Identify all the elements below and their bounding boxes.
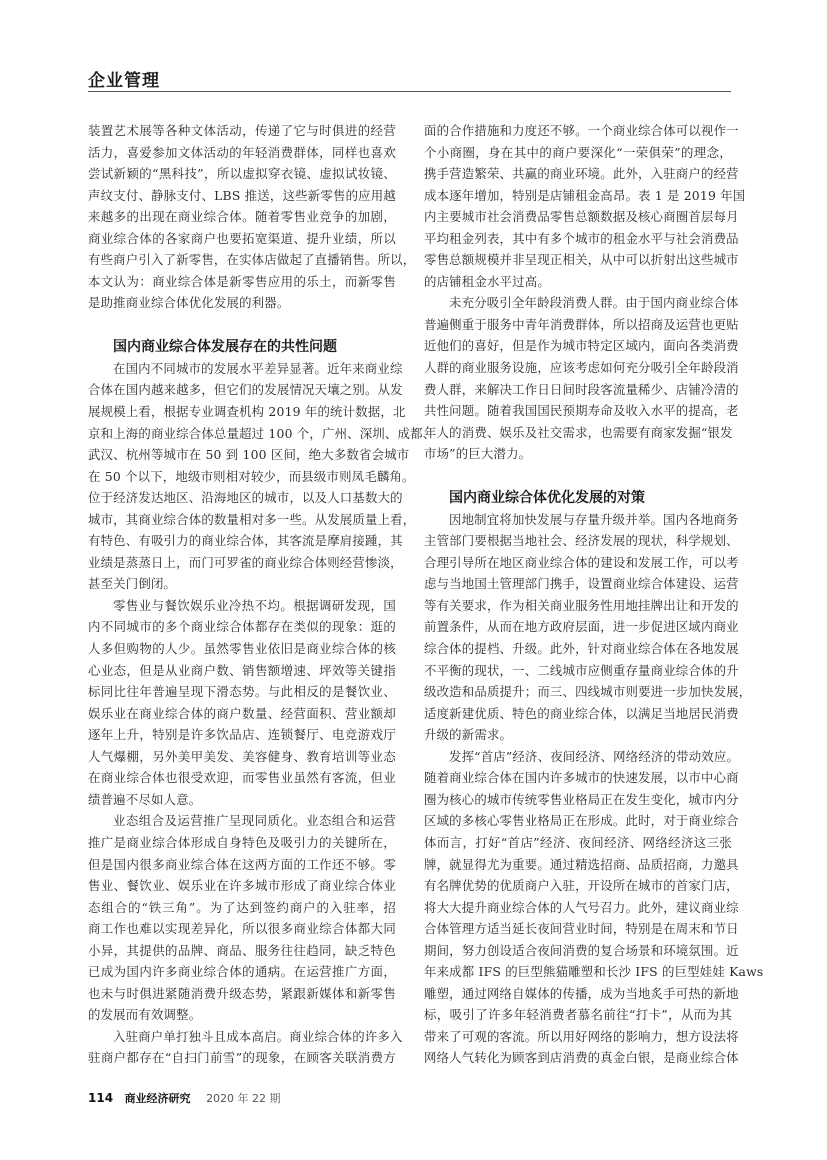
text-line: 升级的新需求。 <box>424 727 513 743</box>
text-line: 京和上海的商业综合体总量超过 100 个，广州、深圳、成都、 <box>88 425 436 441</box>
paragraph <box>424 292 739 464</box>
page-number: 114 <box>88 1091 114 1105</box>
text-line: 是助推商业综合体优化发展的利器。 <box>88 295 290 311</box>
text-line: 平均租金列表，其中有多个城市的租金水平与社会消费品 <box>424 230 739 246</box>
text-line: 活力，喜爱参加文体活动的年轻消费群体，同样也喜欢 <box>88 144 396 160</box>
text-line: 零售业与餐饮娱乐业冷热不均。根据调研发现，国 <box>113 597 396 613</box>
section-heading: 国内商业综合体优化发展的对策 <box>449 489 645 506</box>
text-line: 内主要城市社会消费品零售总额数据及核心商圈首层每月 <box>424 209 739 225</box>
text-line: 因地制宜将加快发展与存量升级并举。国内各地商务 <box>449 511 739 527</box>
text-line: 市场”的巨大潜力。 <box>424 446 532 462</box>
text-line: 人气爆棚，另外美甲美发、美容健身、教育培训等业态 <box>88 748 396 764</box>
text-line: 前置条件，从而在地方政府层面，进一步促进区域内商业 <box>424 619 739 635</box>
section-heading: 国内商业综合体发展存在的共性问题 <box>113 338 337 355</box>
paragraph <box>88 1026 403 1069</box>
text-line: 合理引导所在地区商业综合体的建设和发展工作，可以考 <box>424 554 739 570</box>
text-line: 内不同城市的多个商业综合体都存在类似的现象：逛的 <box>88 619 396 635</box>
section-label: 企业管理 <box>88 71 160 91</box>
text-line: 圈为核心的城市传统零售业格局正在发生变化，城市内分 <box>424 791 739 807</box>
paragraph <box>424 120 746 292</box>
text-line: 体而言，打好“首店”经济、夜间经济、网络经济这三张 <box>424 834 732 850</box>
text-line: 适度新建优质、特色的商业综合体，以满足当地居民消费 <box>424 705 739 721</box>
text-line: 在国内不同城市的发展水平差异显著。近年来商业综 <box>113 360 403 376</box>
text-line: 业态组合及运营推广呈现同质化。业态组合和运营 <box>113 813 396 829</box>
text-line: 展规模上看，根据专业调查机构 2019 年的统计数据，北 <box>88 404 406 420</box>
text-line: 人多但购物的人少。虽然零售业依旧是商业综合体的核 <box>88 641 396 657</box>
text-line: 有特色、有吸引力的商业综合体，其客流是摩肩接踵，其 <box>88 533 403 549</box>
text-line: 期间，努力创设适合夜间消费的复合场景和环境氛围。近 <box>424 942 739 958</box>
text-line: 娱乐业在商业综合体的商户数量、经营面积、营业额却 <box>88 705 396 721</box>
text-line: 年来成都 IFS 的巨型熊猫雕塑和长沙 IFS 的巨型娃娃 Kaws <box>424 964 764 980</box>
text-line: 年人的消费、娱乐及社交需求，也需要有商家发掘“银发 <box>424 424 733 440</box>
text-line: 心业态，但是从业商户数、销售额增速、坪效等关键指 <box>88 662 396 678</box>
section-gap <box>88 314 396 336</box>
section-gap <box>424 465 732 487</box>
text-line: 来越多的出现在商业综合体。随着零售业竞争的加剧， <box>88 209 396 225</box>
text-line: 零售总额规模并非呈现正相关，从中可以折射出这些城市 <box>424 252 739 268</box>
text-line: 甚至关门倒闭。 <box>88 576 177 592</box>
right-column <box>424 120 764 1069</box>
text-line: 未充分吸引全年龄段消费人群。由于国内商业综合体 <box>449 295 739 311</box>
text-line: 驻商户都存在“自扫门前雪”的现象，在顾客关联消费方 <box>88 1050 396 1066</box>
text-line: 商业综合体的各家商户也要拓宽渠道、提升业绩，所以 <box>88 230 396 246</box>
text-line: 入驻商户单打独斗且成本高启。商业综合体的许多入 <box>113 1028 403 1044</box>
text-line: 将大大提升商业综合体的人气号召力。此外，建议商业综 <box>424 899 739 915</box>
text-line: 随着商业综合体在国内许多城市的快速发展，以市中心商 <box>424 770 739 786</box>
text-line: 有些商户引入了新零售，在实体店做起了直播销售。所以， <box>88 252 416 268</box>
paragraph <box>88 595 396 810</box>
text-line: 共性问题。随着我国国民预期寿命及收入水平的提高，老 <box>424 403 739 419</box>
page-footer <box>88 1090 281 1106</box>
paragraph <box>424 746 764 1069</box>
text-line: 售业、餐饮业、娱乐业在许多城市形成了商业综合体业 <box>88 878 396 894</box>
text-line: 声纹支付、静脉支付、LBS 推送，这些新零售的应用越 <box>88 187 396 203</box>
text-line: 本文认为：商业综合体是新零售应用的乐土，而新零售 <box>88 273 396 289</box>
text-line: 区域的多核心零售业格局正在形成。此时，对于商业综合 <box>424 813 739 829</box>
text-line: 尝试新颖的“黑科技”，所以虚拟穿衣镜、虚拟试妆镜、 <box>88 166 396 182</box>
text-line: 逐年上升，特别是许多饮品店、连锁餐厅、电竞游戏厅 <box>88 727 396 743</box>
text-line: 不平衡的现状，一、二线城市应侧重存量商业综合体的升 <box>424 662 739 678</box>
text-line: 的店铺租金水平过高。 <box>424 273 550 289</box>
text-line: 标同比往年普遍呈现下滑态势。与此相反的是餐饮业、 <box>88 684 396 700</box>
text-line: 在商业综合体也很受欢迎，而零售业虽然有客流，但业 <box>88 770 396 786</box>
text-line: 主管部门要根据当地社会、经济发展的现状，科学规划、 <box>424 533 739 549</box>
text-line: 装置艺术展等各种文体活动，传递了它与时俱进的经营 <box>88 123 396 138</box>
text-line: 推广是商业综合体形成自身特色及吸引力的关键所在， <box>88 834 396 850</box>
text-line: 等有关要求，作为相关商业服务性用地挂牌出让和开发的 <box>424 597 739 613</box>
text-line: 态组合的“铁三角”。为了达到签约商户的入驻率，招 <box>88 899 396 915</box>
text-line: 也未与时俱进紧随消费升级态势，紧跟新媒体和新零售 <box>88 985 396 1001</box>
paragraph <box>424 509 752 746</box>
text-line: 发挥“首店”经济、夜间经济、网络经济的带动效应。 <box>449 748 740 764</box>
text-line: 近他们的喜好，但是作为城市特定区域内，面向各类消费 <box>424 338 739 354</box>
paragraph <box>88 358 436 595</box>
header-rule <box>88 91 731 92</box>
left-column <box>88 120 436 1069</box>
text-line: 携手营造繁荣、共赢的商业环境。此外，入驻商户的经营 <box>424 166 739 182</box>
text-line: 综合体的提档、升级。此外，针对商业综合体在各地发展 <box>424 641 739 657</box>
issue-label: 2020 年 22 期 <box>206 1092 281 1105</box>
text-line: 带来了可观的客流。所以用好网络的影响力，想方设法将 <box>424 1028 739 1044</box>
paragraph <box>88 120 416 314</box>
text-line: 网络人气转化为顾客到店消费的真金白银，是商业综合体 <box>424 1050 739 1066</box>
text-line: 位于经济发达地区、沿海地区的城市，以及人口基数大的 <box>88 490 403 506</box>
text-line: 人群的商业服务设施，应该考虑如何充分吸引全年龄段消 <box>424 360 739 376</box>
text-line: 城市，其商业综合体的数量相对多一些。从发展质量上看， <box>88 511 416 527</box>
text-line: 普遍侧重于服务中青年消费群体，所以招商及运营也更贴 <box>424 316 739 332</box>
text-line: 绩普遍不尽如人意。 <box>88 791 202 807</box>
text-line: 个小商圈，身在其中的商户要深化“一荣俱荣”的理念， <box>424 144 732 160</box>
text-line: 合体在国内越来越多，但它们的发展情况天壤之别。从发 <box>88 382 403 398</box>
text-line: 标，吸引了许多年轻消费者慕名前往“打卡”，从而为其 <box>424 1007 732 1023</box>
text-line: 虑与当地国土管理部门携手，设置商业综合体建设、运营 <box>424 576 739 592</box>
journal-name: 商业经济研究 <box>124 1092 191 1105</box>
text-line: 的发展而有效调整。 <box>88 1007 202 1023</box>
text-line: 合体管理方适当延长夜间营业时间，特别是在周末和节日 <box>424 921 739 937</box>
text-line: 武汉、杭州等城市在 50 到 100 区间，绝大多数省会城市 <box>88 447 410 463</box>
text-line: 小异，其提供的品牌、商品、服务往往趋同，缺乏特色 <box>88 942 396 958</box>
paragraph <box>88 810 396 1025</box>
text-line: 牌，就显得尤为重要。通过精选招商、品质招商，力邀具 <box>424 856 739 872</box>
text-line: 面的合作措施和力度还不够。一个商业综合体可以视作一 <box>424 123 739 138</box>
text-line: 在 50 个以下，地级市则相对较少，而县级市则凤毛麟角。 <box>88 468 415 484</box>
text-line: 商工作也难以实现差异化，所以很多商业综合体都大同 <box>88 921 396 937</box>
text-line: 费人群，来解决工作日日间时段客流量稀少、店铺冷清的 <box>424 381 739 397</box>
text-line: 雕塑，通过网络自媒体的传播，成为当地炙手可热的新地 <box>424 985 739 1001</box>
text-line: 业绩是蒸蒸日上，而门可罗雀的商业综合体则经营惨淡， <box>88 554 403 570</box>
text-line: 但是国内很多商业综合体在这两方面的工作还不够。零 <box>88 856 396 872</box>
text-line: 有名牌优势的优质商户入驻，开设所在城市的首家门店， <box>424 878 739 894</box>
text-line: 成本逐年增加，特别是店铺租金高昂。表 1 是 2019 年国 <box>424 187 746 203</box>
text-line: 级改造和品质提升；而三、四线城市则要进一步加快发展， <box>424 684 752 700</box>
text-line: 已成为国内许多商业综合体的通病。在运营推广方面， <box>88 964 396 980</box>
